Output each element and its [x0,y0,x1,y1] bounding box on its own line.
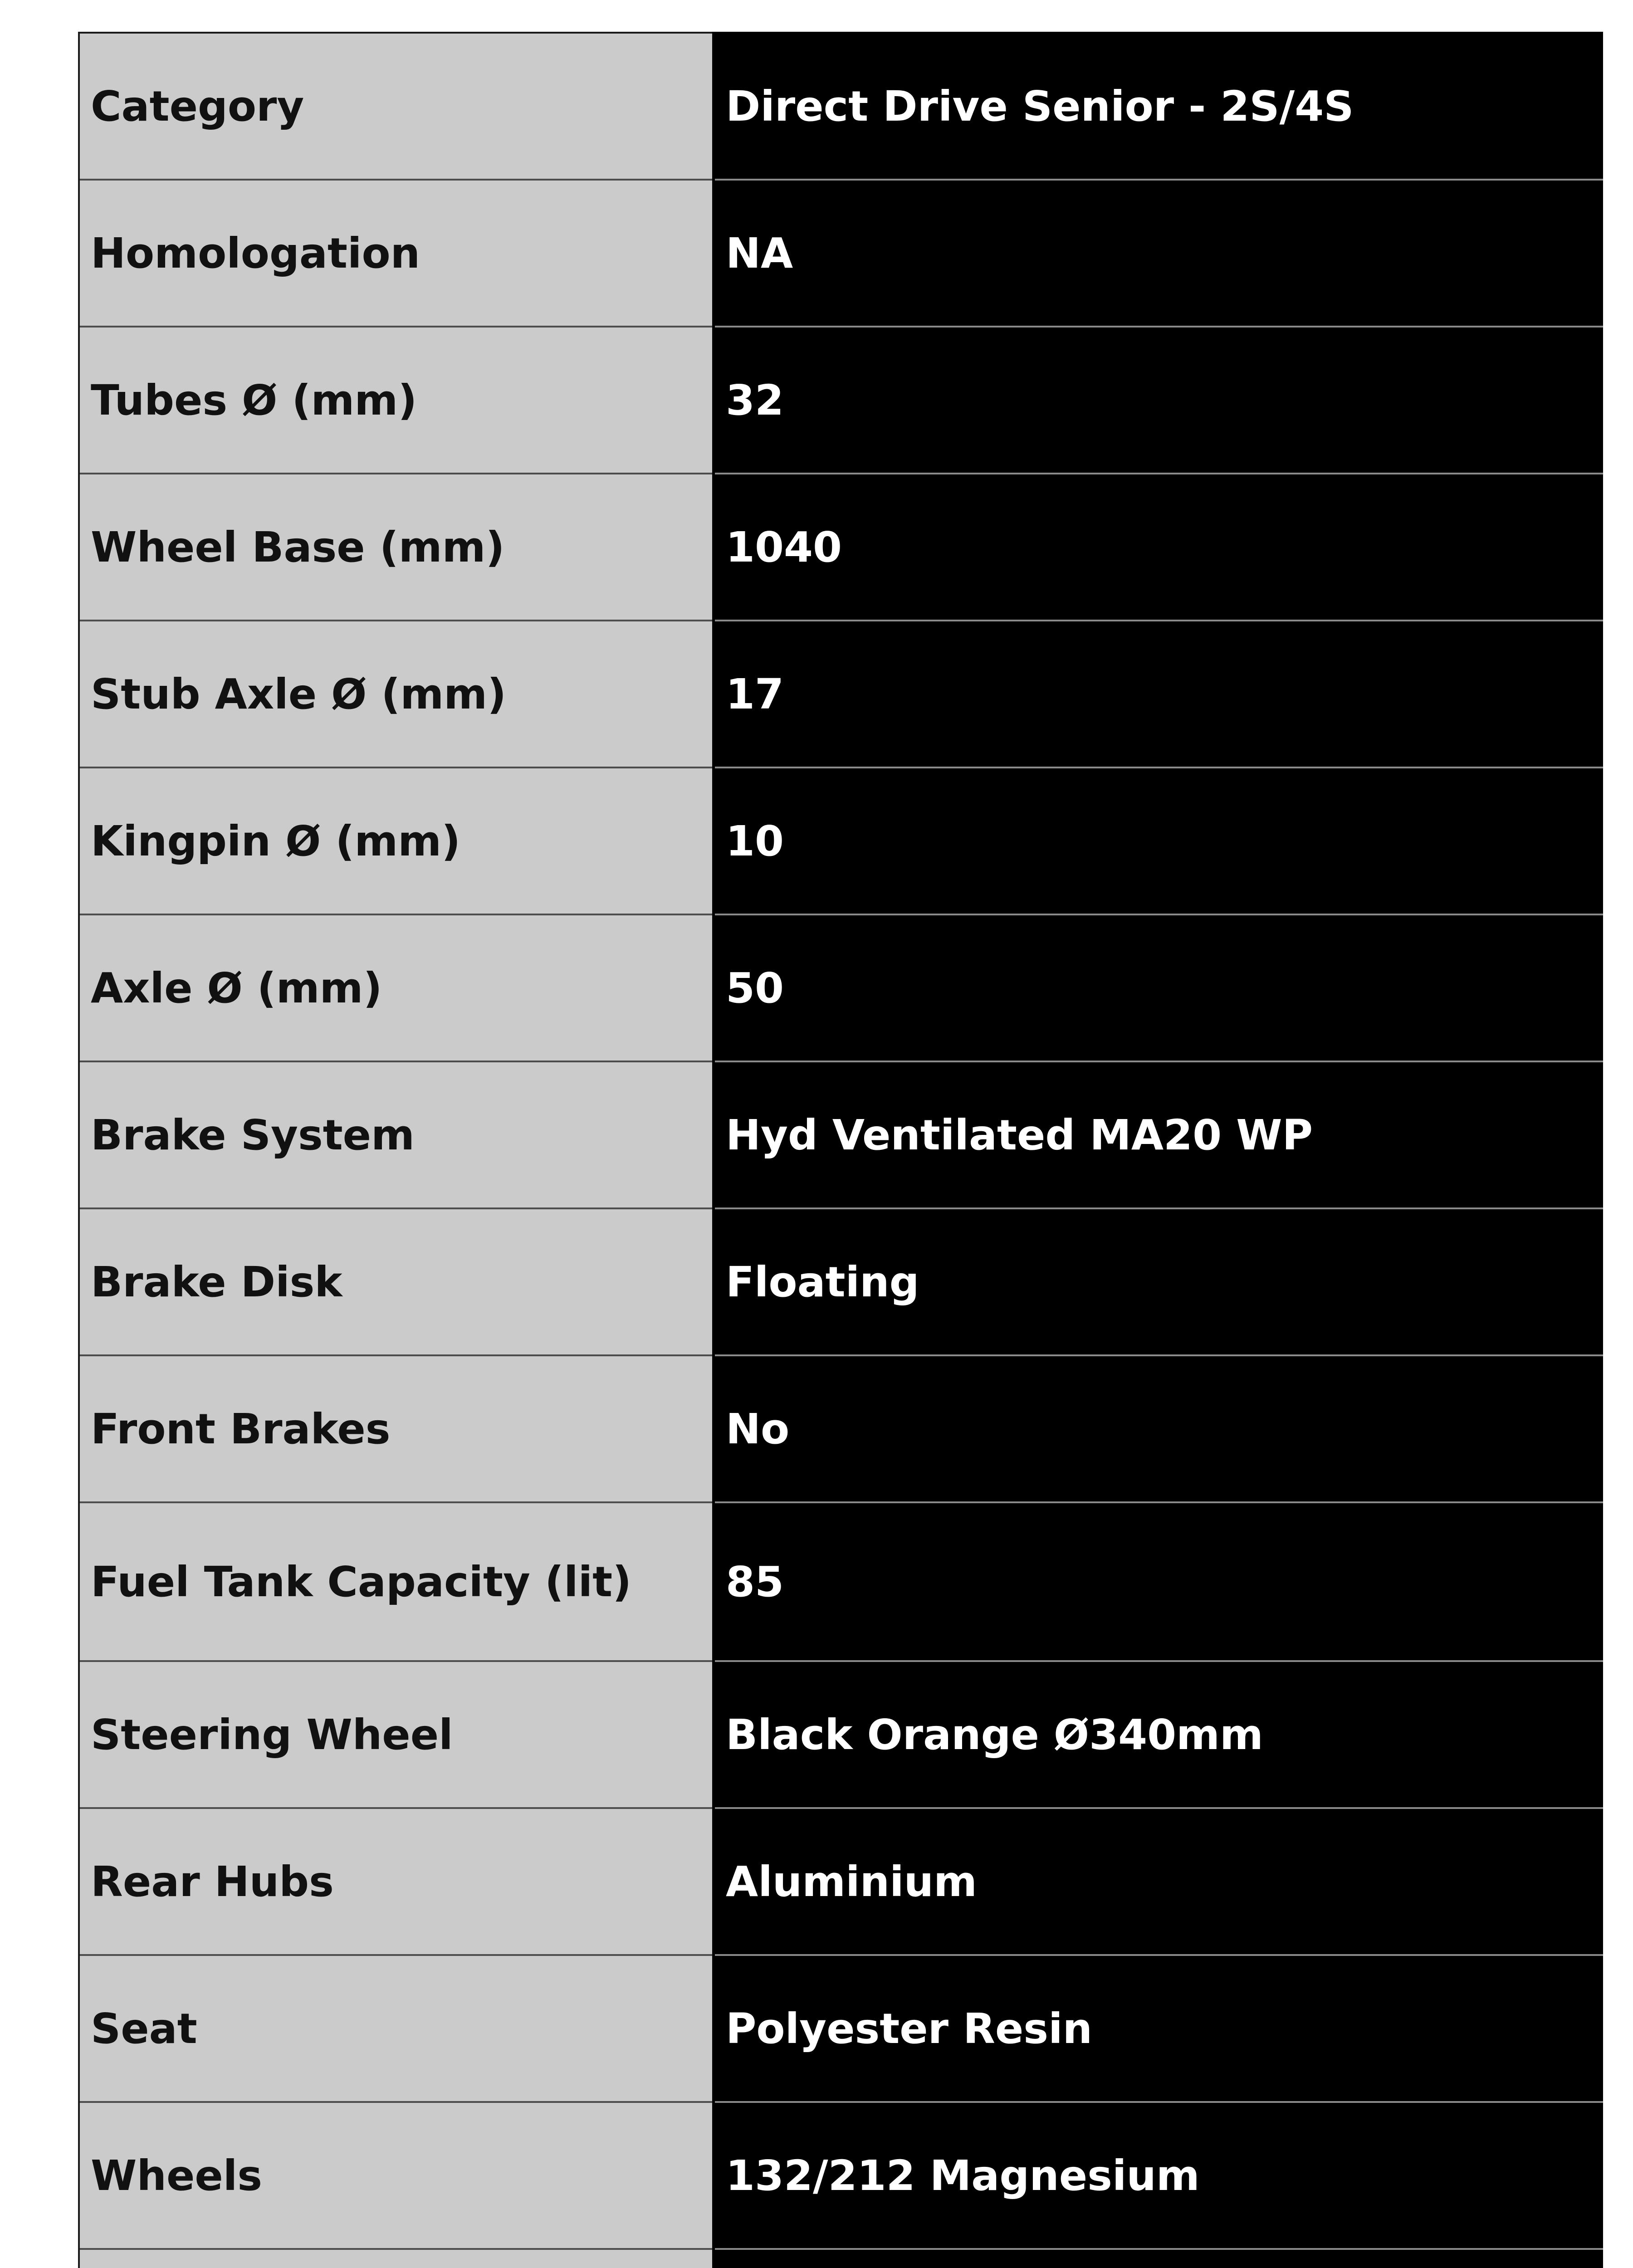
spec-value: Hyd Ventilated MA20 WP [714,1061,1603,1208]
spec-row-tubes [79,327,1603,474]
spec-row-brake-disk [79,1208,1603,1355]
spec-label: Front Brakes [79,1355,714,1502]
spec-value: Floating [714,1208,1603,1355]
spec-value: 10 [714,767,1603,914]
spec-row-seat [79,1955,1603,2102]
spec-value: No [714,1355,1603,1502]
spec-row-homologation [79,180,1603,327]
spec-value: Aluminium [714,1808,1603,1955]
spec-value: 32 [714,327,1603,474]
spec-label: Wheels [79,2102,714,2249]
spec-row-stub-axle [79,621,1603,767]
spec-row-steering-wheel [79,1661,1603,1808]
spec-value: Black Orange Ø340mm [714,1661,1603,1808]
spec-row-rear-hubs [79,1808,1603,1955]
spec-row-wheel-base [79,474,1603,621]
spec-label: Tubes Ø (mm) [79,327,714,474]
spec-value: NA [714,180,1603,327]
spec-label: Axle Ø (mm) [79,914,714,1061]
spec-row-category [79,33,1603,180]
spec-value: 132/212 Magnesium [714,2102,1603,2249]
spec-value: Direct Drive Senior - 2S/4S [714,33,1603,180]
spec-row-kingpin [79,767,1603,914]
spec-row-axle [79,914,1603,1061]
spec-value: Polyester Resin [714,1955,1603,2102]
spec-label: Stub Axle Ø (mm) [79,621,714,767]
spec-row-fuel-tank [79,1502,1603,1661]
spec-value: 85 [714,1502,1603,1661]
spec-label: Brake System [79,1061,714,1208]
spec-value [714,2249,1603,2268]
spec-label: Kingpin Ø (mm) [79,767,714,914]
spec-label: Wheel Base (mm) [79,474,714,621]
spec-label: Category [79,33,714,180]
spec-label: Rear Hubs [79,1808,714,1955]
spec-value: 50 [714,914,1603,1061]
spec-label: Fuel Tank Capacity (lit) [79,1502,714,1661]
spec-label: Homologation [79,180,714,327]
spec-value: 1040 [714,474,1603,621]
spec-label: Brake Disk [79,1208,714,1355]
spec-value: 17 [714,621,1603,767]
spec-label: Seat [79,1955,714,2102]
spec-label: Steering Wheel [79,1661,714,1808]
specifications-table [78,32,1603,2268]
spec-label [79,2249,714,2268]
spec-row-torsion-bars [79,2249,1603,2268]
spec-row-wheels [79,2102,1603,2249]
spec-row-brake-system [79,1061,1603,1208]
spec-row-front-brakes [79,1355,1603,1502]
